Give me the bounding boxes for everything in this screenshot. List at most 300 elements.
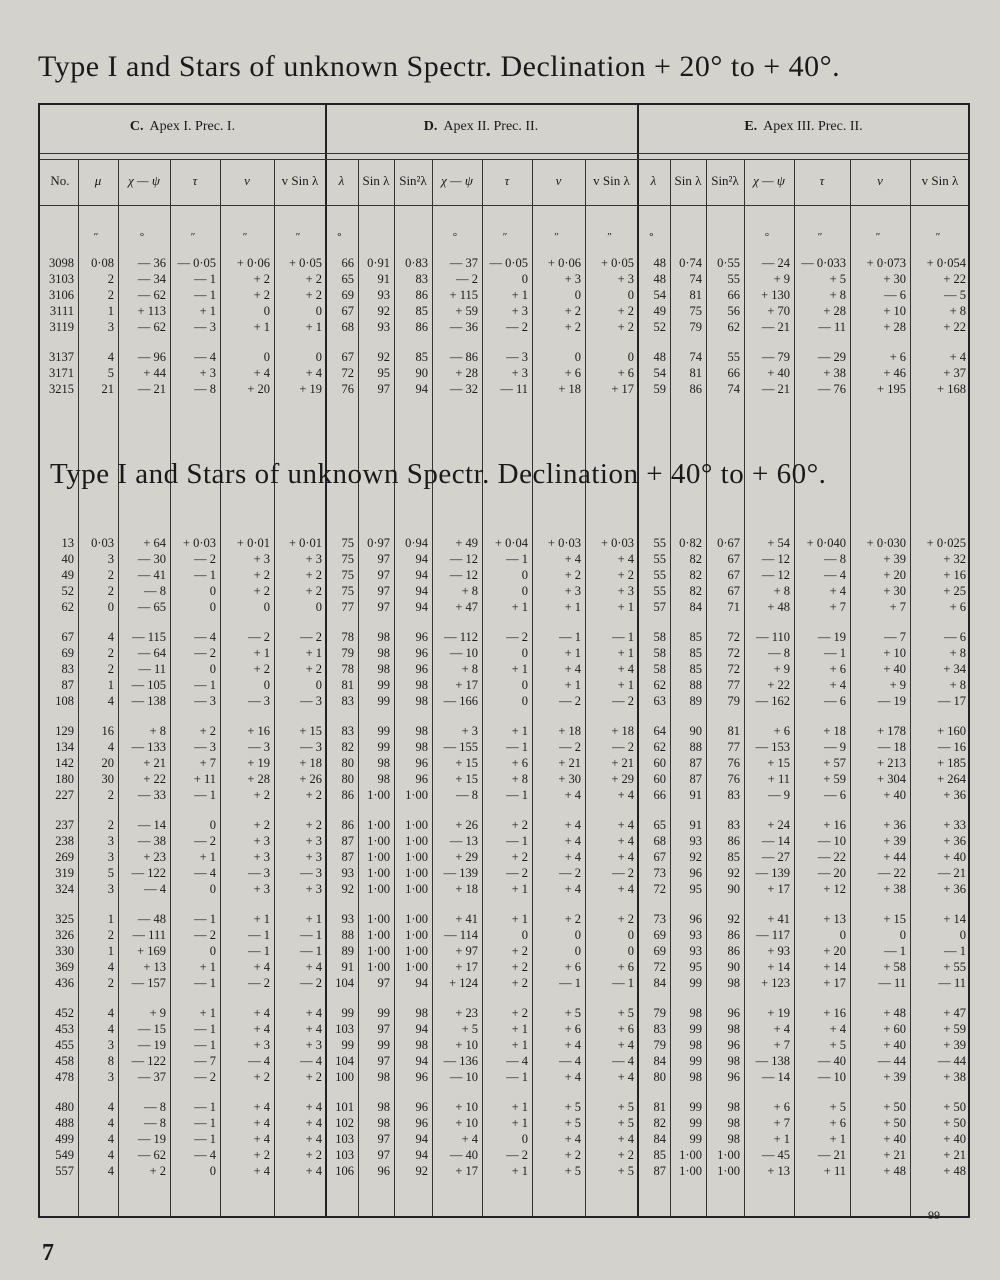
table-cell: + 2 <box>253 1148 270 1162</box>
table-cell: + 169 <box>137 944 166 958</box>
table-cell: + 4 <box>564 882 581 896</box>
table-cell: — 37 <box>137 1070 166 1084</box>
table-cell: — 19 <box>137 1132 166 1146</box>
table-cell: — 2 <box>506 1148 528 1162</box>
table-cell: — 9 <box>824 740 846 754</box>
table-cell: 0 <box>263 304 270 318</box>
table-cell: 94 <box>415 1022 428 1036</box>
table-cell: 0·94 <box>405 536 428 550</box>
table-row <box>40 303 970 319</box>
table-cell: 69 <box>653 944 666 958</box>
table-cell: + 47 <box>455 600 478 614</box>
table-cell: — 17 <box>937 694 966 708</box>
unit-mark: ″ <box>817 231 823 243</box>
table-cell: 1·00 <box>367 818 390 832</box>
table-cell: 66 <box>341 256 354 270</box>
table-cell: 94 <box>415 568 428 582</box>
table-cell: 62 <box>727 320 740 334</box>
table-cell: 58 <box>653 646 666 660</box>
table-row <box>40 661 970 677</box>
table-cell: + 2 <box>199 724 216 738</box>
table-cell: + 9 <box>773 662 790 676</box>
table-cell: + 2 <box>253 662 270 676</box>
table-cell: 96 <box>415 662 428 676</box>
table-cell: 93 <box>341 866 354 880</box>
table-cell: + 2 <box>617 1148 634 1162</box>
table-cell: + 11 <box>767 772 790 786</box>
table-cell: 72 <box>727 646 740 660</box>
table-cell: 0 <box>209 662 216 676</box>
table-cell: — 4 <box>824 568 846 582</box>
table-cell: + 38 <box>823 366 846 380</box>
table-cell: 72 <box>653 882 666 896</box>
table-cell: + 2 <box>564 304 581 318</box>
table-row <box>40 1099 970 1115</box>
column-header: χ — ψ <box>128 173 160 188</box>
table-cell: — 110 <box>756 630 790 644</box>
table-cell: — 166 <box>443 694 478 708</box>
table-cell: 65 <box>653 818 666 832</box>
table-cell: 0 <box>627 288 634 302</box>
table-cell: + 4 <box>829 678 846 692</box>
table-cell: + 2 <box>305 288 322 302</box>
table-cell: 82 <box>689 552 702 566</box>
table-cell: + 2 <box>511 1006 528 1020</box>
unit-mark: ″ <box>875 231 881 243</box>
table-cell: 63 <box>653 694 666 708</box>
table-cell: + 59 <box>455 304 478 318</box>
table-cell: + 123 <box>761 976 790 990</box>
table-cell: 0 <box>315 600 322 614</box>
table-cell: + 15 <box>455 756 478 770</box>
table-cell: 79 <box>653 1006 666 1020</box>
table-cell: 55 <box>653 552 666 566</box>
table-cell: 62 <box>61 600 74 614</box>
unit-mark: ″ <box>502 231 508 243</box>
header-rule-1 <box>40 153 968 154</box>
table-cell: + 5 <box>461 1022 478 1036</box>
column-header: τ <box>504 173 510 188</box>
table-cell: + 1 <box>564 646 581 660</box>
table-cell: + 3 <box>511 366 528 380</box>
group-d-title: D. Apex II. Prec. II. <box>423 119 539 134</box>
table-cell: — 21 <box>817 1148 846 1162</box>
page-number: 99 <box>928 1208 940 1222</box>
table-cell: — 1 <box>506 834 528 848</box>
table-cell: + 4 <box>564 834 581 848</box>
table-cell: 100 <box>335 1070 354 1084</box>
table-cell: + 4 <box>564 1070 581 1084</box>
table-cell: 85 <box>689 630 702 644</box>
column-header: τ <box>819 173 825 188</box>
table-cell: — 1 <box>612 976 634 990</box>
table-cell: + 1 <box>305 646 322 660</box>
table-row <box>40 723 970 739</box>
table-cell: + 160 <box>937 724 966 738</box>
table-cell: — 11 <box>938 976 966 990</box>
table-cell: 97 <box>377 976 390 990</box>
table-cell: 0 <box>521 646 528 660</box>
table-cell: 81 <box>727 724 740 738</box>
table-cell: + 7 <box>199 756 216 770</box>
table-cell: + 2 <box>305 788 322 802</box>
table-cell: 1 <box>107 912 114 926</box>
table-cell: + 21 <box>883 1148 906 1162</box>
table-cell: + 264 <box>937 772 966 786</box>
table-cell: — 14 <box>761 834 790 848</box>
table-cell: 78 <box>341 662 354 676</box>
table-cell: + 2 <box>149 1164 166 1178</box>
table-cell: 0 <box>574 350 581 364</box>
table-row <box>40 255 970 271</box>
table-cell: 73 <box>653 866 666 880</box>
table-cell: 79 <box>727 694 740 708</box>
table-cell: — 4 <box>194 630 216 644</box>
table-cell: + 4 <box>617 1038 634 1052</box>
table-cell: + 18 <box>823 724 846 738</box>
table-cell: + 4 <box>253 366 270 380</box>
table-cell: + 6 <box>617 1022 634 1036</box>
table-cell: — 12 <box>761 552 790 566</box>
table-cell: 62 <box>653 678 666 692</box>
table-cell: 98 <box>415 740 428 754</box>
table-cell: 85 <box>415 304 428 318</box>
table-cell: — 86 <box>449 350 478 364</box>
table-cell: 99 <box>689 1022 702 1036</box>
table-cell: 2 <box>107 568 114 582</box>
table-cell: 78 <box>341 630 354 644</box>
table-cell: 2 <box>107 818 114 832</box>
table-cell: + 2 <box>511 960 528 974</box>
table-cell: 55 <box>653 568 666 582</box>
table-row <box>40 567 970 583</box>
table-row <box>40 911 970 927</box>
unit-mark: ″ <box>607 231 612 243</box>
table-cell: 54 <box>653 366 666 380</box>
table-cell: — 36 <box>449 320 478 334</box>
table-cell: + 64 <box>143 536 166 550</box>
table-cell: + 50 <box>883 1116 906 1130</box>
table-cell: 48 <box>653 272 666 286</box>
table-cell: 2 <box>107 976 114 990</box>
table-cell: + 124 <box>449 976 478 990</box>
table-cell: 82 <box>689 584 702 598</box>
table-cell: + 5 <box>564 1006 581 1020</box>
table-cell: + 39 <box>883 834 906 848</box>
table-cell: 549 <box>55 1148 74 1162</box>
table-cell: 3119 <box>49 320 74 334</box>
table-cell: + 213 <box>877 756 906 770</box>
table-cell: 69 <box>61 646 74 660</box>
table-cell: — 4 <box>559 1054 581 1068</box>
table-cell: + 0·05 <box>288 256 322 270</box>
table-cell: 95 <box>689 882 702 896</box>
table-cell: + 11 <box>193 772 216 786</box>
table-cell: + 38 <box>943 1070 966 1084</box>
table-cell: 67 <box>727 584 740 598</box>
table-cell: + 4 <box>305 366 322 380</box>
table-cell: + 3 <box>305 834 322 848</box>
table-cell: 0 <box>959 928 966 942</box>
table-cell: 96 <box>415 1070 428 1084</box>
table-cell: 0·82 <box>679 536 702 550</box>
table-cell: 1·00 <box>717 1148 740 1162</box>
table-cell: 94 <box>415 1054 428 1068</box>
table-cell: 86 <box>415 288 428 302</box>
table-cell: 90 <box>727 960 740 974</box>
table-cell: + 22 <box>943 272 966 286</box>
column-header: Sin λ <box>362 173 390 188</box>
table-cell: 0 <box>209 600 216 614</box>
table-cell: 59 <box>653 382 666 396</box>
table-cell: 99 <box>377 724 390 738</box>
table-cell: + 40 <box>883 662 906 676</box>
table-cell: — 105 <box>131 678 166 692</box>
table-cell: 93 <box>341 912 354 926</box>
table-cell: + 1 <box>511 724 528 738</box>
table-cell: + 2 <box>305 568 322 582</box>
table-cell: 99 <box>377 678 390 692</box>
table-cell: 1·00 <box>367 850 390 864</box>
table-cell: — 4 <box>248 1054 270 1068</box>
table-cell: 48 <box>653 350 666 364</box>
table-cell: 20 <box>101 756 114 770</box>
table-cell: 4 <box>107 1164 114 1178</box>
table-cell: 88 <box>341 928 354 942</box>
table-cell: 77 <box>727 740 740 754</box>
table-cell: + 1 <box>511 1022 528 1036</box>
table-cell: + 1 <box>305 912 322 926</box>
table-cell: — 136 <box>443 1054 478 1068</box>
table-cell: + 41 <box>455 912 478 926</box>
table-cell: — 16 <box>937 740 966 754</box>
table-cell: — 117 <box>756 928 790 942</box>
table-cell: 21 <box>101 382 114 396</box>
table-cell: 69 <box>341 288 354 302</box>
table-cell: + 3 <box>305 552 322 566</box>
table-cell: 65 <box>341 272 354 286</box>
table-cell: + 1 <box>511 912 528 926</box>
table-cell: + 4 <box>564 788 581 802</box>
table-cell: 66 <box>727 288 740 302</box>
table-cell: 326 <box>55 928 74 942</box>
table-cell: + 39 <box>883 1070 906 1084</box>
table-cell: + 4 <box>617 882 634 896</box>
table-cell: 0 <box>627 350 634 364</box>
table-cell: + 1 <box>511 1164 528 1178</box>
page-title-top: Type I and Stars of unknown Spectr. Declination + 20° to + 40°. <box>38 50 841 83</box>
table-cell: + 8 <box>949 304 966 318</box>
table-row <box>40 551 970 567</box>
table-cell: — 4 <box>144 882 166 896</box>
table-cell: + 1 <box>773 1132 790 1146</box>
table-cell: + 17 <box>455 1164 478 1178</box>
table-cell: + 2 <box>253 568 270 582</box>
table-cell: + 8 <box>949 646 966 660</box>
table-cell: + 2 <box>511 818 528 832</box>
table-cell: 4 <box>107 1132 114 1146</box>
table-cell: 1·00 <box>679 1164 702 1178</box>
table-cell: — 1 <box>194 1038 216 1052</box>
table-cell: 54 <box>653 288 666 302</box>
table-cell: 84 <box>653 976 666 990</box>
unit-mark: ″ <box>554 231 559 243</box>
table-cell: 81 <box>689 288 702 302</box>
table-cell: 4 <box>107 1100 114 1114</box>
table-cell: — 112 <box>444 630 478 644</box>
table-cell: + 39 <box>943 1038 966 1052</box>
table-cell: 98 <box>727 976 740 990</box>
table-cell: — 34 <box>137 272 166 286</box>
table-row <box>40 865 970 881</box>
table-cell: + 50 <box>883 1100 906 1114</box>
table-cell: + 10 <box>455 1116 478 1130</box>
table-cell: + 1 <box>511 662 528 676</box>
table-cell: 67 <box>727 552 740 566</box>
table-cell: 0 <box>209 882 216 896</box>
table-cell: 98 <box>689 1070 702 1084</box>
table-cell: 91 <box>341 960 354 974</box>
table-cell: + 20 <box>247 382 270 396</box>
table-cell: 64 <box>653 724 666 738</box>
table-cell: + 2 <box>253 272 270 286</box>
table-cell: + 5 <box>829 1100 846 1114</box>
table-cell: + 28 <box>883 320 906 334</box>
table-cell: + 34 <box>943 662 966 676</box>
table-cell: — 4 <box>506 1054 528 1068</box>
table-cell: 103 <box>335 1132 354 1146</box>
table-cell: 96 <box>415 646 428 660</box>
table-cell: 3 <box>107 1070 114 1084</box>
table-cell: 74 <box>689 272 702 286</box>
table-cell: 72 <box>727 630 740 644</box>
table-cell: + 3 <box>253 834 270 848</box>
table-cell: + 16 <box>823 1006 846 1020</box>
table-cell: 97 <box>377 1054 390 1068</box>
table-cell: 72 <box>341 366 354 380</box>
table-row <box>40 739 970 755</box>
table-row <box>40 381 970 397</box>
table-cell: 324 <box>55 882 74 896</box>
table-cell: + 195 <box>877 382 906 396</box>
table-cell: 0 <box>839 928 846 942</box>
table-cell: 79 <box>689 320 702 334</box>
table-cell: — 111 <box>132 928 166 942</box>
unit-mark: ″ <box>93 231 99 243</box>
table-cell: — 24 <box>761 256 790 270</box>
table-cell: 1·00 <box>405 882 428 896</box>
table-cell: + 44 <box>143 366 166 380</box>
table-cell: 85 <box>653 1148 666 1162</box>
table-cell: — 6 <box>824 788 846 802</box>
table-cell: 3 <box>107 882 114 896</box>
table-cell: + 40 <box>883 788 906 802</box>
table-cell: — 64 <box>137 646 166 660</box>
table-cell: 4 <box>107 960 114 974</box>
table-cell: — 1 <box>194 1116 216 1130</box>
table-cell: + 12 <box>823 882 846 896</box>
table-cell: — 138 <box>131 694 166 708</box>
table-cell: 85 <box>415 350 428 364</box>
table-cell: — 14 <box>137 818 166 832</box>
table-cell: + 5 <box>829 272 846 286</box>
table-cell: + 3 <box>305 882 322 896</box>
unit-mark: ″ <box>242 231 248 243</box>
table-cell: 436 <box>55 976 74 990</box>
table-cell: 238 <box>55 834 74 848</box>
table-cell: + 36 <box>943 834 966 848</box>
table-cell: + 168 <box>937 382 966 396</box>
table-cell: 3111 <box>49 304 74 318</box>
table-cell: + 17 <box>611 382 634 396</box>
table-cell: + 4 <box>305 1006 322 1020</box>
table-cell: 99 <box>689 1116 702 1130</box>
table-cell: + 0·01 <box>288 536 322 550</box>
table-cell: — 0·033 <box>801 256 846 270</box>
table-cell: 1·00 <box>405 850 428 864</box>
table-cell: + 4 <box>253 1116 270 1130</box>
table-cell: 56 <box>727 304 740 318</box>
table-cell: + 11 <box>823 1164 846 1178</box>
table-cell: + 3 <box>253 850 270 864</box>
table-cell: + 4 <box>617 850 634 864</box>
table-cell: + 4 <box>305 1022 322 1036</box>
table-cell: 98 <box>415 724 428 738</box>
table-cell: 96 <box>727 1070 740 1084</box>
table-cell: + 8 <box>829 288 846 302</box>
table-cell: — 2 <box>612 740 634 754</box>
unit-mark: ° <box>139 231 145 243</box>
table-cell: 73 <box>653 912 666 926</box>
table-cell: 48 <box>653 256 666 270</box>
table-cell: 0 <box>899 928 906 942</box>
unit-mark: ° <box>764 231 770 243</box>
table-cell: 1·00 <box>405 928 428 942</box>
table-cell: + 4 <box>305 1100 322 1114</box>
table-cell: 99 <box>689 1132 702 1146</box>
table-cell: + 7 <box>829 600 846 614</box>
table-cell: — 122 <box>131 1054 166 1068</box>
table-cell: + 2 <box>253 288 270 302</box>
table-cell: + 17 <box>455 678 478 692</box>
table-cell: — 8 <box>768 646 790 660</box>
table-cell: 81 <box>341 678 354 692</box>
table-cell: 92 <box>377 350 390 364</box>
table-cell: + 21 <box>611 756 634 770</box>
table-cell: + 25 <box>943 584 966 598</box>
table-cell: + 28 <box>823 304 846 318</box>
table-cell: + 2 <box>617 320 634 334</box>
table-cell: 87 <box>341 850 354 864</box>
table-cell: 98 <box>377 756 390 770</box>
table-cell: 0 <box>315 678 322 692</box>
column-header: v <box>555 173 562 188</box>
table-cell: + 40 <box>883 1038 906 1052</box>
table-cell: + 4 <box>617 834 634 848</box>
table-cell: 97 <box>377 1022 390 1036</box>
table-cell: — 1 <box>248 944 270 958</box>
table-cell: — 1 <box>194 272 216 286</box>
table-cell: + 0·06 <box>236 256 270 270</box>
table-cell: 97 <box>377 382 390 396</box>
table-cell: 0 <box>263 350 270 364</box>
table-cell: 62 <box>653 740 666 754</box>
table-cell: 91 <box>689 788 702 802</box>
table-cell: + 9 <box>773 272 790 286</box>
table-cell: — 44 <box>877 1054 906 1068</box>
table-cell: + 5 <box>564 1100 581 1114</box>
table-cell: 1·00 <box>405 960 428 974</box>
